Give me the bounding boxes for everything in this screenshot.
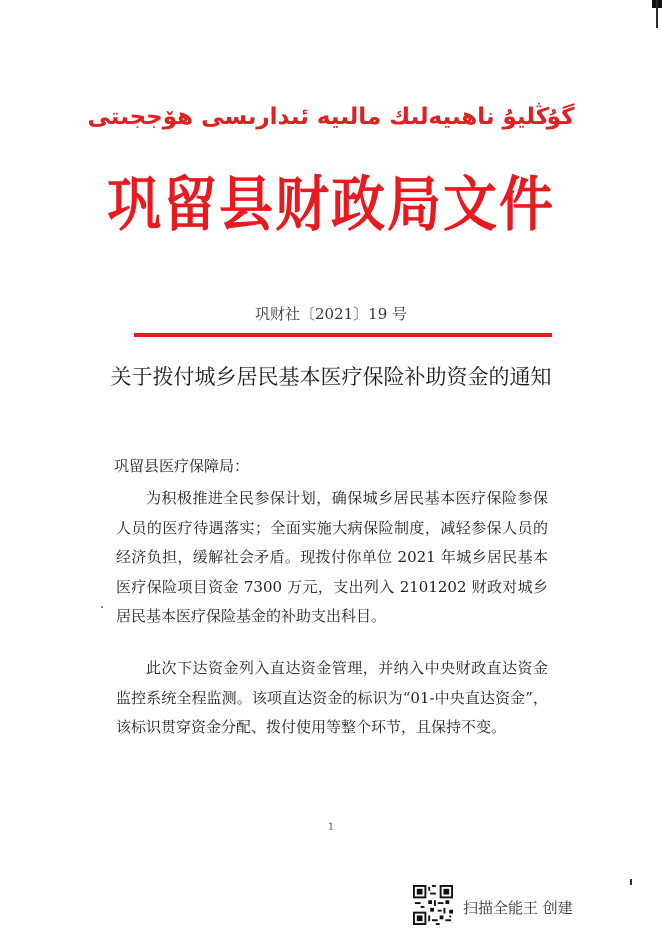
scanner-watermark: 扫描全能王 创建 — [463, 899, 573, 917]
body-paragraph: 此次下达资金列入直达资金管理，并纳入中央财政直达资金监控系统全程监测。该项直达资金的标识为“01-中央直达资金”，该标识贯穿资金分配、拨付使用等整个环节，且保持不变。 — [116, 659, 548, 736]
document-title: 关于拨付城乡居民基本医疗保险补助资金的通知 — [110, 365, 552, 389]
scan-speck — [101, 606, 103, 608]
recipient: 巩留县医疗保障局： — [114, 457, 250, 475]
red-divider-line — [134, 333, 552, 337]
body-paragraph: 为积极推进全民参保计划，确保城乡居民基本医疗保险参保人员的医疗待遇落实；全面实施大病保险制度，减轻参保人员的经济负担，缓解社会矛盾。现拨付你单位 2021 年城乡居民基本医疗保险项目资金 7300 万元，支出列入 2101202 财政对城乡居民基本医疗保险基金的补助支出科目。 — [116, 489, 548, 625]
scan-edge — [656, 0, 658, 936]
qr-code-icon — [413, 885, 453, 925]
uyghur-header: گۇڭليۇ ناھىيەلىك مالىيە ئىدارىسى ھۆججىتى — [87, 104, 575, 130]
red-header-title: 巩留县财政局文件 — [107, 169, 555, 240]
page-number: 1 — [327, 822, 335, 833]
scan-speck — [630, 879, 632, 885]
document-number: 巩财社〔2021〕19 号 — [254, 305, 408, 323]
